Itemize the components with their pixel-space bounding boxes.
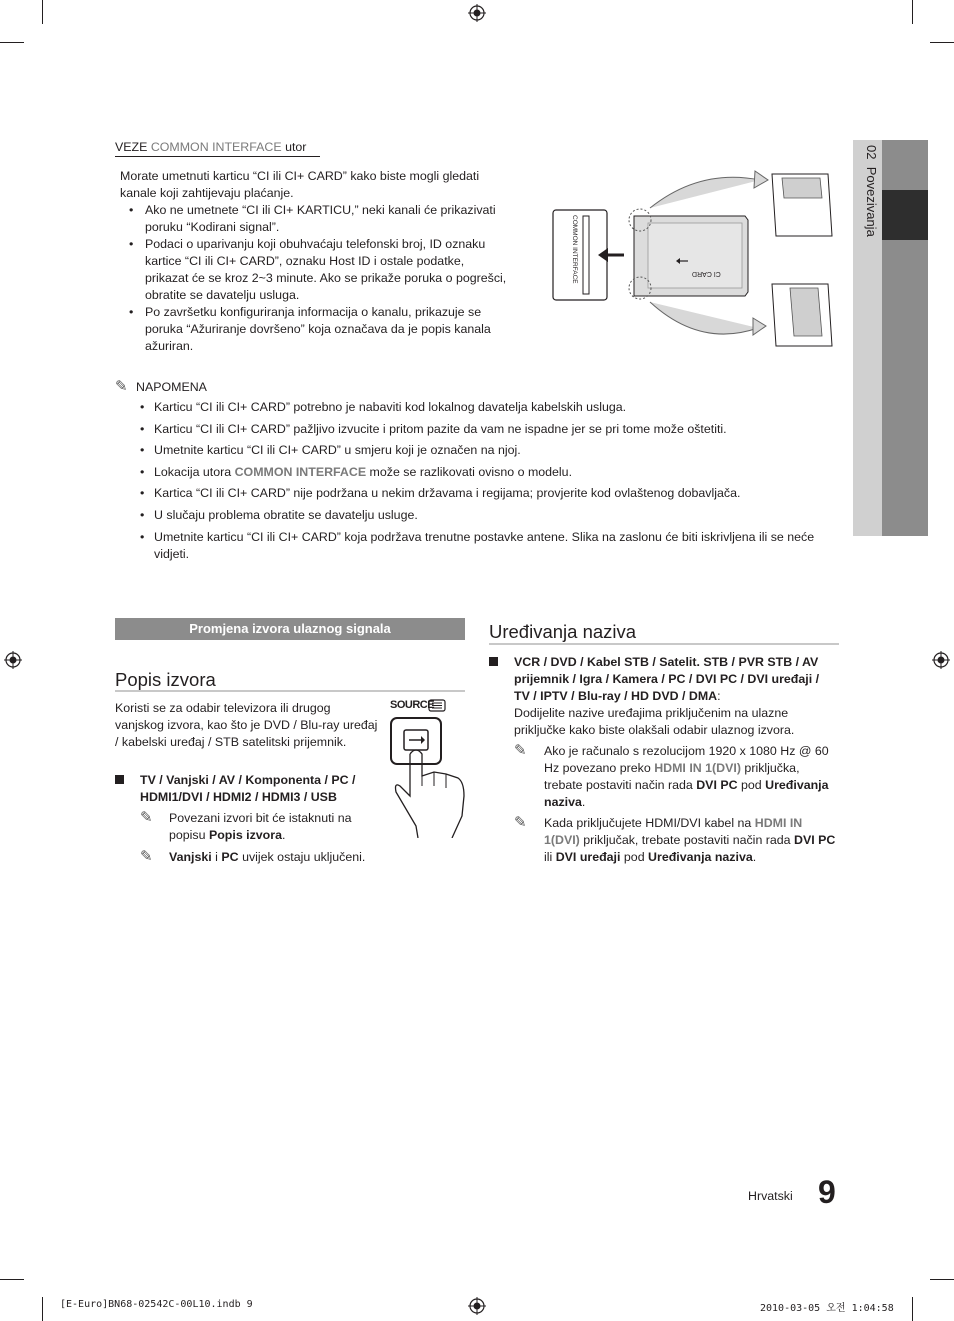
list-item: • Podaci o uparivanju koji obuhvaćaju telefonski broj, ID oznaku kartice “CI ili CI+ CARD”, oznaku Host ID i ostale podatke, prikazat će se kroz 2~3 minute. Ako se prikaže poruka o pogrešci, obratite se davatelju usluga.: [120, 236, 510, 304]
square-bullet-icon: [115, 775, 124, 784]
registration-mark-icon: [932, 651, 950, 669]
registration-mark-icon: [468, 1297, 486, 1315]
crop-mark: [930, 1279, 954, 1280]
crop-mark: [0, 1279, 24, 1280]
card-label: CI CARD: [692, 270, 721, 277]
crop-mark: [0, 42, 24, 43]
pencil-note-icon: ✎: [514, 742, 527, 759]
chapter-tab-active: [882, 190, 928, 240]
popis-note-1: ✎ Povezani izvori bit će istaknuti na popisu Popis izvora.: [140, 809, 352, 842]
uredivanja-title: Uređivanja naziva: [489, 621, 637, 642]
uredivanja-list: [489, 654, 834, 739]
list-item: VCR / DVD / Kabel STB / Satelit. STB / PVR STB / AV prijemnik / Igra / Kamera / PC / DVI PC / DVI uređaji / TV / IPTV / Blu-ray / HD DVD / DMA: Dodijelite nazive uređajima priključenim na ulazne priključke kako biste olakšali odabir ulaznog izvora.: [489, 654, 834, 739]
list-item: TV / Vanjski / AV / Komponenta / PC / HDMI1/DVI / HDMI2 / HDMI3 / USB: [115, 772, 380, 806]
crop-mark: [42, 0, 43, 24]
list-item: • Umetnite karticu “CI ili CI+ CARD” koja podržava trenutne postavke antene. Slika na zaslonu će biti iskrivljena ili se neće vidjeti.: [138, 529, 828, 563]
registration-mark-icon: [4, 651, 22, 669]
crop-mark: [912, 0, 913, 24]
popis-izvora-title: Popis izvora: [115, 669, 216, 690]
ci-card-illustration: [550, 168, 840, 355]
section-rule: [489, 643, 839, 645]
uredivanja-note-1: ✎ Ako je računalo s rezolucijom 1920 x 1080 Hz @ 60 Hz povezano preko HDMI IN 1(DVI) priključka, trebate postaviti način rada DVI PC pod Uređivanja naziva.: [514, 742, 829, 809]
pencil-note-icon: ✎: [514, 814, 527, 831]
crop-mark: [42, 1297, 43, 1321]
section-rule: [115, 690, 465, 692]
section-bar: Promjena izvora ulaznog signala: [115, 618, 465, 640]
page-number: 9: [818, 1174, 836, 1210]
list-item: • Po završetku konfiguriranja informacija o kanalu, prikazuje se poruka “Ažuriranje dovršeno” koja označava da je popis kanala ažuriran.: [120, 304, 510, 355]
registration-mark-icon: [468, 4, 486, 22]
pencil-note-icon: ✎: [140, 848, 153, 865]
footer-timestamp: 2010-03-05 오전 1:04:58: [760, 1303, 894, 1314]
popis-note-2: ✎ Vanjski i PC uvijek ostaju uključeni.: [140, 848, 366, 865]
pencil-note-icon: ✎: [115, 378, 128, 395]
popis-intro: Koristi se za odabir televizora ili drugog vanjskog izvora, kao što je DVD / Blu-ray uređaj / kabelski uređaj / STB satelitski prijemnik.: [115, 701, 378, 749]
list-item: • U slučaju problema obratite se davatelju usluge.: [138, 507, 828, 524]
chapter-tab-label: 02 Povezivanja: [864, 145, 879, 237]
crop-mark: [930, 42, 954, 43]
popis-list: [115, 772, 380, 806]
footer-file: [E-Euro]BN68-02542C-00L10.indb 9: [60, 1299, 253, 1310]
ci-heading: VEZE COMMON INTERFACE utor: [115, 140, 307, 154]
footer-language: Hrvatski: [748, 1189, 793, 1203]
list-item: • Lokacija utora COMMON INTERFACE može se razlikovati ovisno o modelu.: [138, 464, 828, 481]
ci-body: [120, 168, 510, 355]
list-item: • Ako ne umetnete “CI ili CI+ KARTICU,” neki kanali će prikazivati poruku “Kodirani signal”.: [120, 202, 510, 236]
napomena-heading: ✎ NAPOMENA: [115, 378, 207, 395]
napomena-list: [138, 399, 828, 567]
ci-heading-underline: [115, 156, 320, 157]
square-bullet-icon: [489, 657, 498, 666]
hand-pressing-button-icon: [388, 716, 468, 838]
list-item: • Kartica “CI ili CI+ CARD” nije podržana u nekim državama i regijama; provjerite kod ovlaštenog dobavljača.: [138, 485, 828, 502]
list-item: • Umetnite karticu “CI ili CI+ CARD” u smjeru koji je označen na njoj.: [138, 442, 828, 459]
ci-bullets: [120, 202, 510, 355]
source-label: SOURCE: [390, 699, 435, 711]
crop-mark: [912, 1297, 913, 1321]
source-list-icon: [428, 699, 446, 712]
ci-intro: Morate umetnuti karticu “CI ili CI+ CARD” kako biste mogli gledati kanale koji zahtijevaju plaćanje.: [120, 169, 480, 200]
list-item: • Karticu “CI ili CI+ CARD” pažljivo izvucite i pritom pazite da vam ne ispadne jer se pri tome može oštetiti.: [138, 421, 828, 438]
slot-label: COMMON INTERFACE: [571, 215, 578, 284]
pencil-note-icon: ✎: [140, 809, 153, 826]
list-item: • Karticu “CI ili CI+ CARD” potrebno je nabaviti kod lokalnog davatelja kabelskih usluga.: [138, 399, 828, 416]
uredivanja-note-2: ✎ Kada priključujete HDMI/DVI kabel na HDMI IN 1(DVI) priključak, trebate postaviti način rada DVI PC ili DVI uređaji pod Uređivanja naziva.: [514, 814, 836, 864]
